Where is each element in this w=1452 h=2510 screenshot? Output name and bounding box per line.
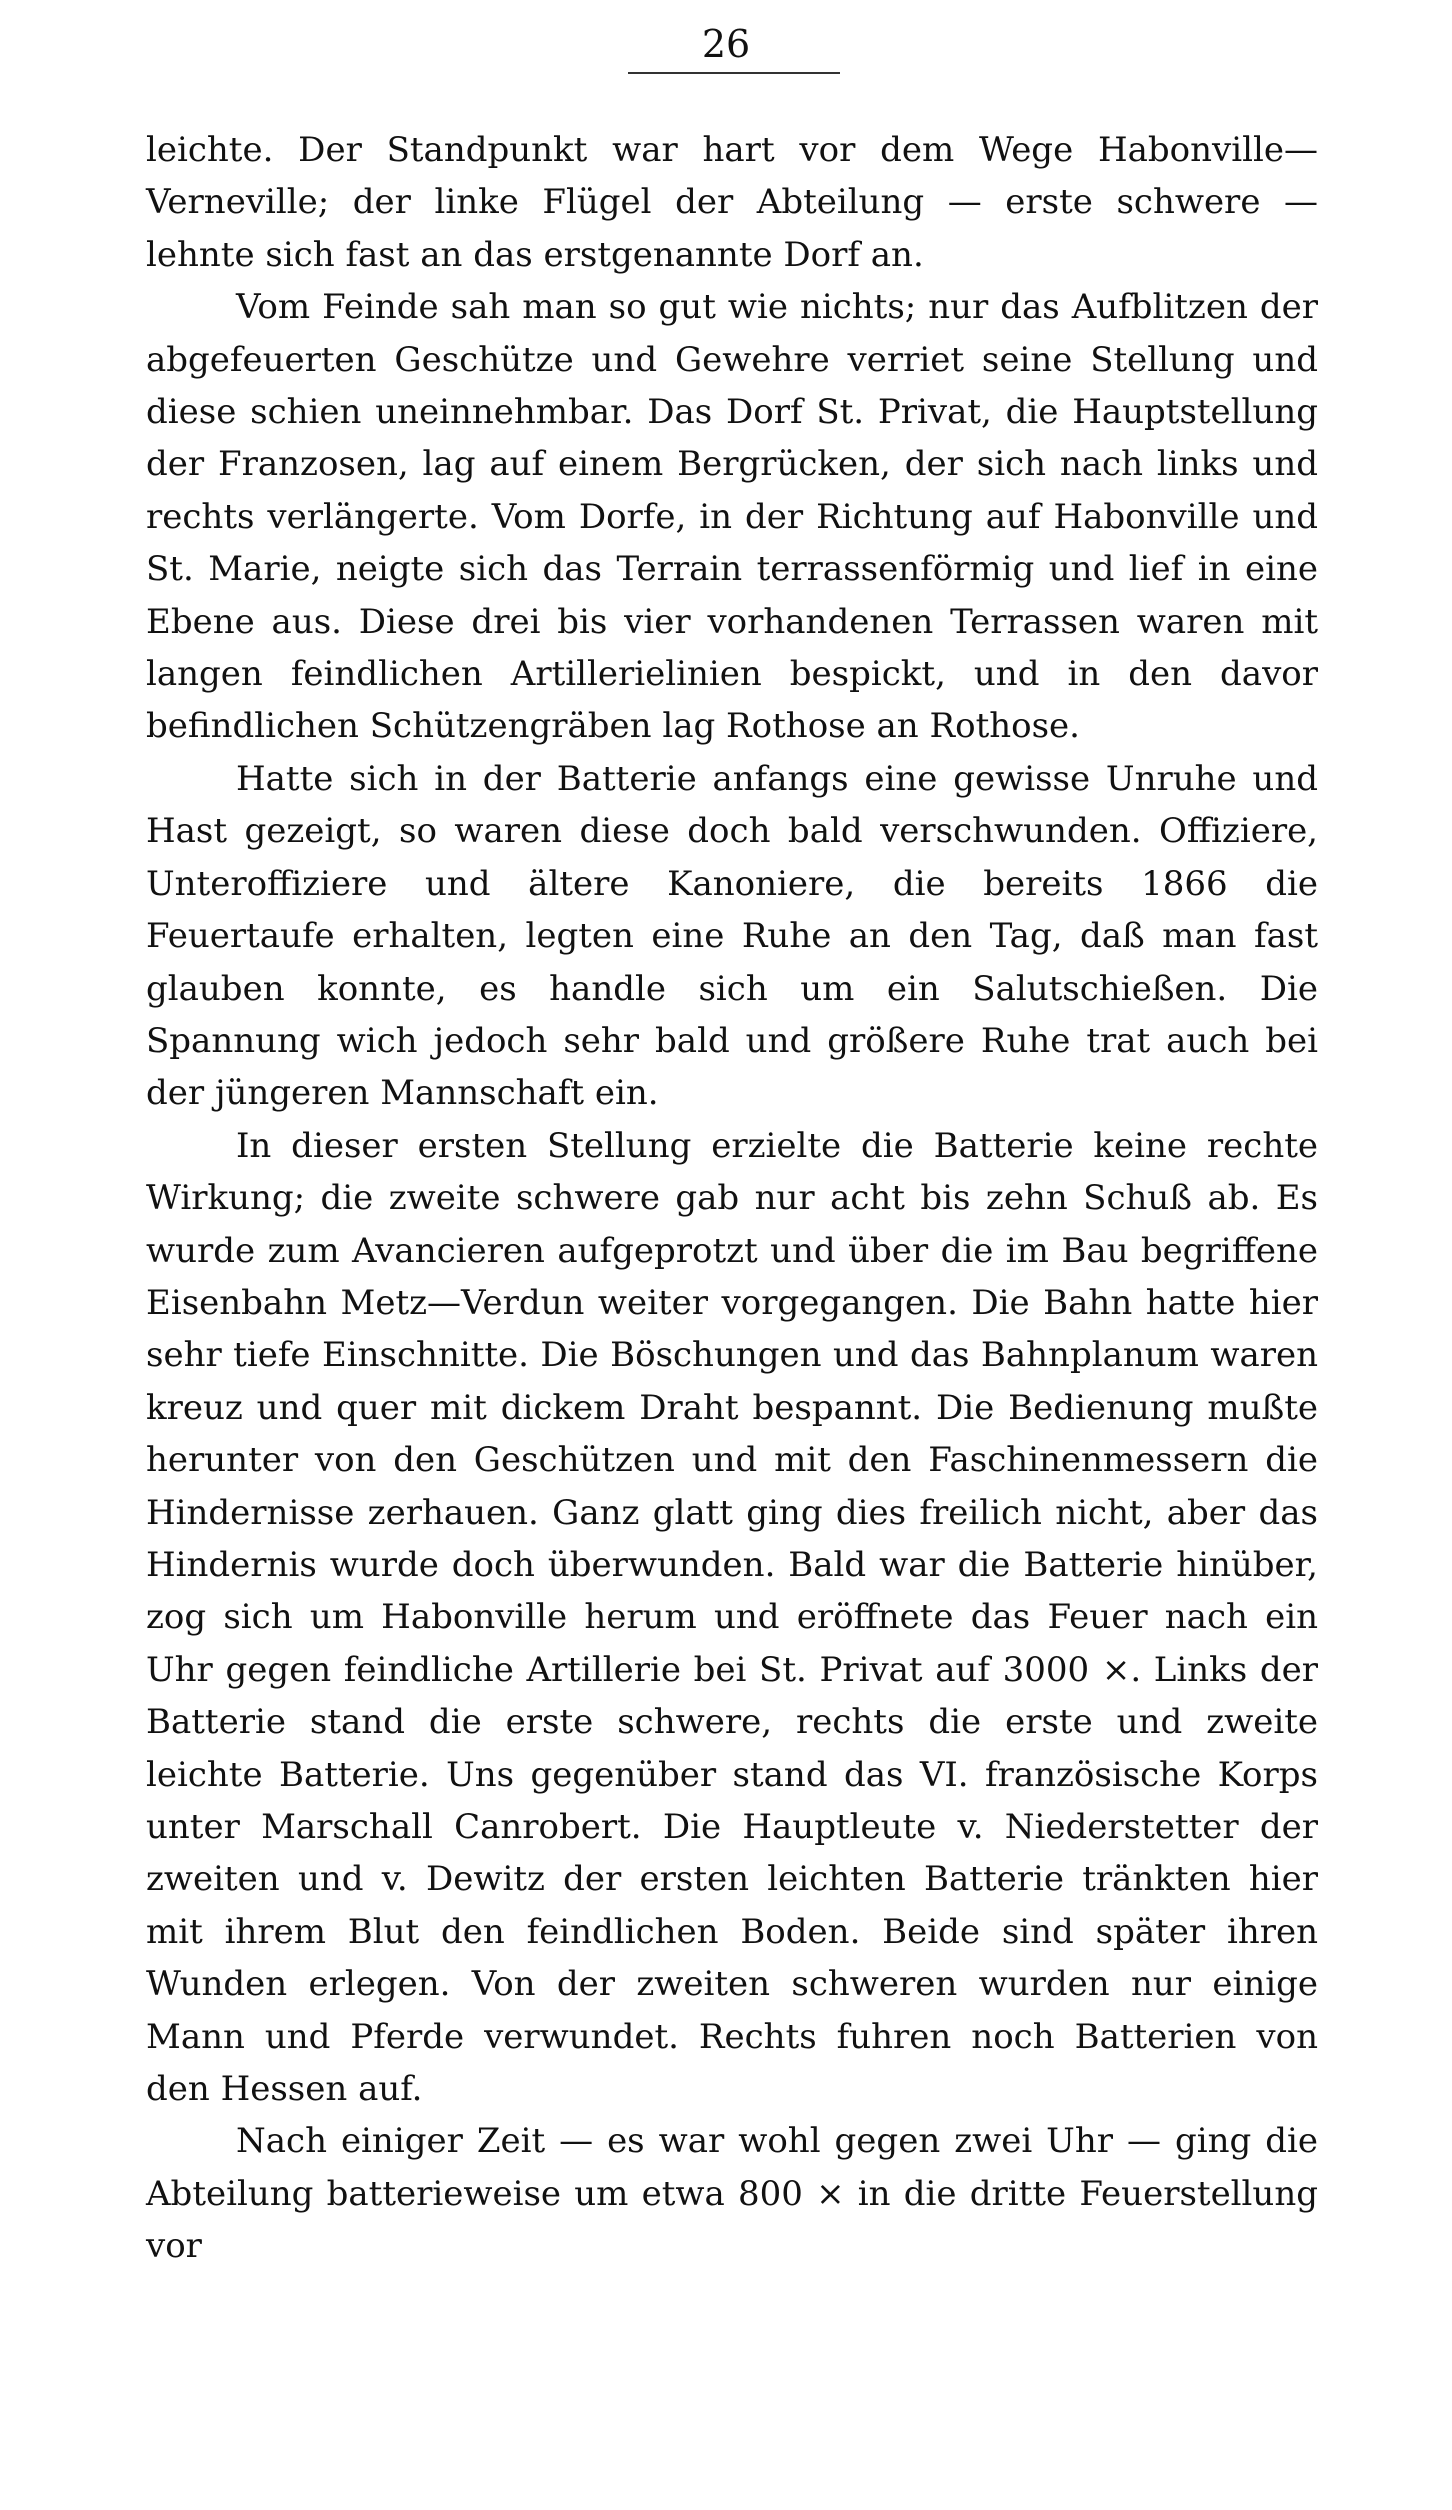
header-rule <box>628 72 840 74</box>
paragraph-3: Hatte sich in der Batterie anfangs eine gewisse Unruhe und Hast gezeigt, so waren diese doch bald verschwunden. Offiziere, Unteroffiziere und ältere Kanoniere, die bereits 1866 die Feuertaufe erhalten, legten eine Ruhe an den Tag, daß man fast glauben konnte, es handle sich um ein Salutschießen. Die Spannung wich jedoch sehr bald und größere Ruhe trat auch bei der jüngeren Mannschaft ein. <box>146 758 1318 1114</box>
paragraph-4: In dieser ersten Stellung erzielte die Batterie keine rechte Wirkung; die zweite schwere gab nur acht bis zehn Schuß ab. Es wurde zum Avancieren aufgeprotzt und über die im Bau begriffene Eisenbahn Metz—Verdun weiter vorgegangen. Die Bahn hatte hier sehr tiefe Einschnitte. Die Böschungen und das Bahnplanum waren kreuz und quer mit dickem Draht bespannt. Die Bedienung mußte herunter von den Geschützen und mit den Faschinenmessern die Hindernisse zerhauen. Ganz glatt ging dies freilich nicht, aber das Hindernis wurde doch überwunden. Bald war die Batterie hinüber, zog sich um Habonville herum und eröffnete das Feuer nach ein Uhr gegen feindliche Artillerie bei St. Privat auf 3000 ×. Links der Batterie stand die erste schwere, rechts die erste und zweite leichte Batterie. Uns gegenüber stand das VI. französische Korps unter Marschall Canrobert. Die Hauptleute v. Niederstetter der zweiten und v. Dewitz der ersten leichten Batterie tränkten hier mit ihrem Blut den feindlichen Boden. Beide sind später ihren Wunden erlegen. Von der zweiten schweren wurden nur einige Mann und Pferde verwundet. Rechts fuhren noch Batterien von den Hessen auf. <box>146 1125 1318 2110</box>
page-number: 26 <box>701 22 751 66</box>
paragraph-2: Vom Feinde sah man so gut wie nichts; nur das Aufblitzen der abgefeuerten Geschütze und Gewehre verriet seine Stellung und diese schien uneinnehmbar. Das Dorf St. Privat, die Hauptstellung der Franzosen, lag auf einem Bergrücken, der sich nach links und rechts verlängerte. Vom Dorfe, in der Richtung auf Habonville und St. Marie, neigte sich das Terrain terrassenförmig und lief in eine Ebene aus. Diese drei bis vier vorhandenen Terrassen waren mit langen feindlichen Artillerielinien bespickt, und in den davor befindlichen Schützengräben lag Rothose an Rothose. <box>146 287 1318 747</box>
paragraph-5: Nach einiger Zeit — es war wohl gegen zwei Uhr — ging die Abteilung batterieweise um etwa 800 × in die dritte Feuerstellung vor <box>146 2121 1318 2267</box>
paragraph-1: leichte. Der Standpunkt war hart vor dem Wege Habonville—Verneville; der linke Flügel der Abteilung — erste schwere — lehnte sich fast an das erstgenannte Dorf an. <box>146 130 1318 275</box>
body-text <box>146 124 1318 2273</box>
